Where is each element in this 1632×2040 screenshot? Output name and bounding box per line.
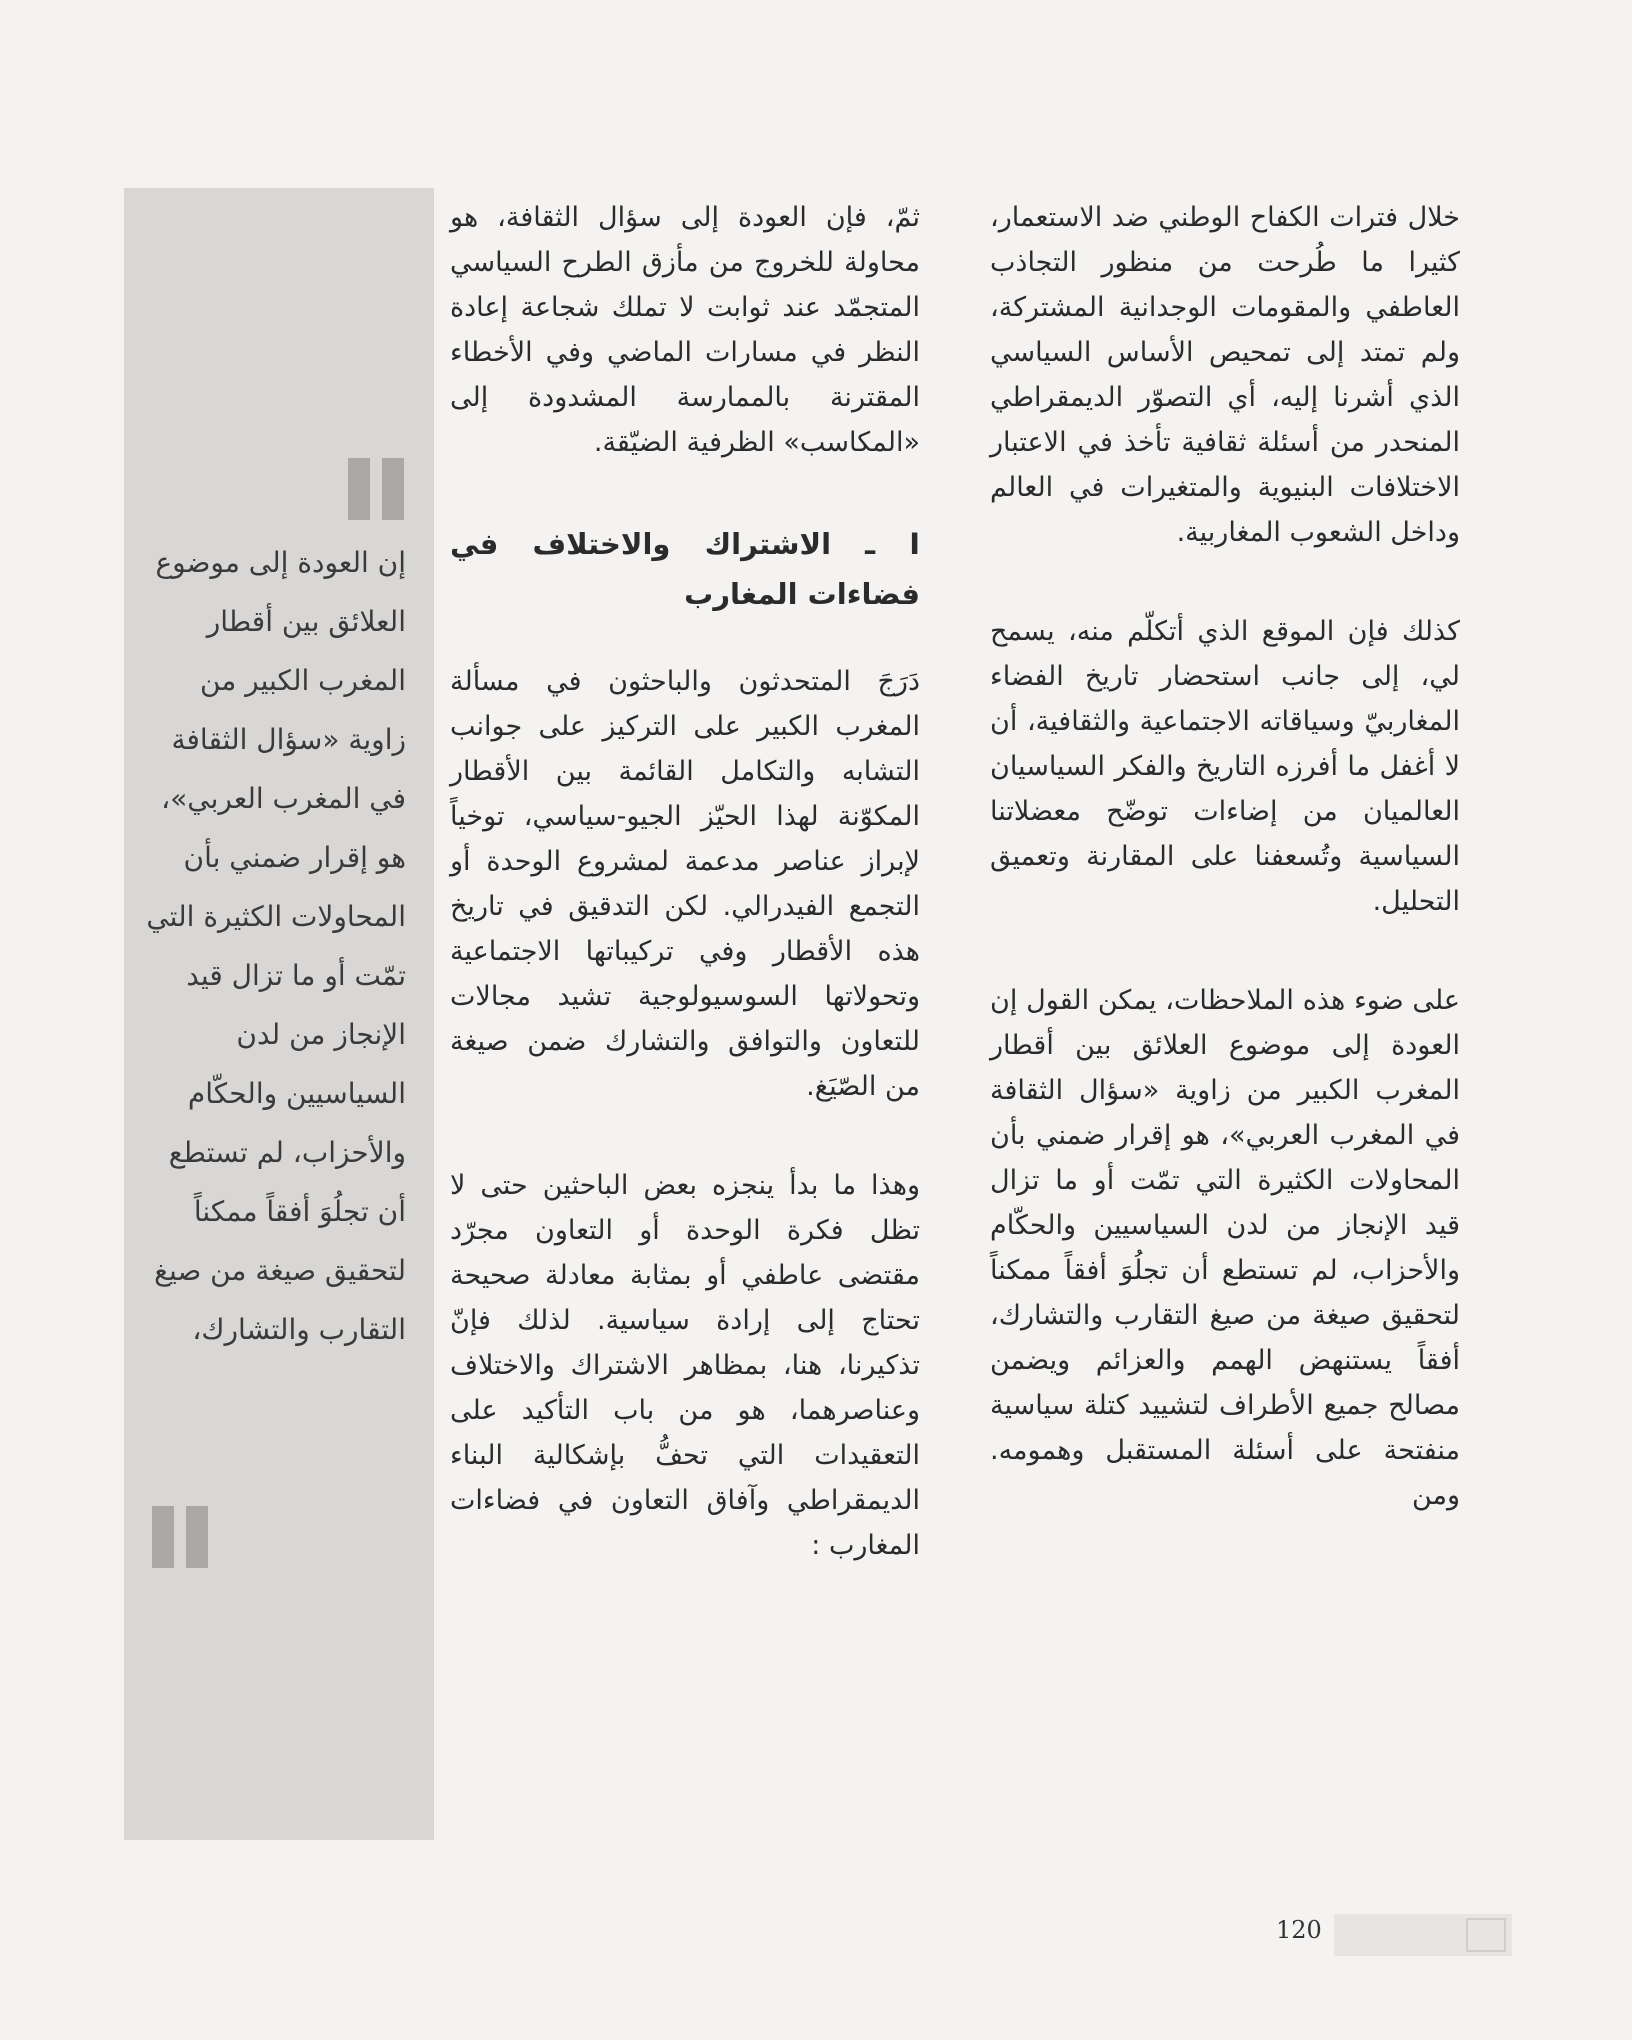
body-paragraph: دَرَجَ المتحدثون والباحثون في مسألة المغرب الكبير على التركيز على جوانب التشابه والتكامل القائمة بين الأقطار المكوّنة لهذا الحيّز الجيو-سياسي، توخياً لإبراز عناصر مدعمة لمشروع الوحدة أو التجمع الفيدرالي. لكن التدقيق في تاريخ هذه الأقطار وفي تركيباتها الاجتماعية وتحولاتها السوسيولوجية تشيد مجالات للتعاون والتوافق والتشارك ضمن صيغة من الصّيَغ. (450, 666, 920, 1102)
opening-quote-icon (348, 458, 404, 520)
page-number: 120 (1276, 1916, 1322, 1944)
middle-text-column (450, 195, 920, 1622)
pullquote-text: إن العودة إلى موضوع العلائق بين أقطار المغرب الكبير من زاوية «سؤال الثقافة في المغرب العربي»، هو إقرار ضمني بأن المحاولات الكثيرة التي تمّت أو ما تزال قيد الإنجاز من لدن السياسيين والحكّام والأحزاب، لم تستطع أن تجلُوَ أفقاً ممكناً لتحقيق صيغة من صيغ التقارب والتشارك، (146, 546, 406, 1346)
body-paragraph: على ضوء هذه الملاحظات، يمكن القول إن العودة إلى موضوع العلائق بين أقطار المغرب الكبير من زاوية «سؤال الثقافة في المغرب العربي»، هو إقرار ضمني بأن المحاولات الكثيرة التي تمّت أو ما تزال قيد الإنجاز من لدن السياسيين والحكّام والأحزاب، لم تستطع أن تجلُوَ أفقاً ممكناً لتحقيق صيغة من صيغ التقارب والتشارك، أفقاً يستنهض الهمم والعزائم ويضمن مصالح جميع الأطراف لتشييد كتلة سياسية منفتحة على أسئلة المستقبل وهمومه. ومن (990, 985, 1460, 1511)
magazine-logo-icon (1334, 1914, 1512, 1956)
closing-quote-icon (152, 1506, 208, 1568)
body-paragraph: كذلك فإن الموقع الذي أتكلّم منه، يسمح لي، إلى جانب استحضار تاريخ الفضاء المغاربيّ وسياقاته الاجتماعية والثقافية، أن لا أغفل ما أفرزه التاريخ والفكر السياسيان العالميان من إضاءات توضّح معضلاتنا السياسية وتُسعفنا على المقارنة وتعميق التحليل. (990, 616, 1460, 917)
body-paragraph: ثمّ، فإن العودة إلى سؤال الثقافة، هو محاولة للخروج من مأزق الطرح السياسي المتجمّد عند ثوابت لا تملك شجاعة إعادة النظر في مسارات الماضي وفي الأخطاء المقترنة بالممارسة المشدودة إلى «المكاسب» الظرفية الضيّقة. (450, 202, 920, 458)
body-paragraph: وهذا ما بدأ ينجزه بعض الباحثين حتى لا تظل فكرة الوحدة أو التعاون مجرّد مقتضى عاطفي أو بمثابة معادلة صحيحة تحتاج إلى إرادة سياسية. لذلك فإنّ تذكيرنا، هنا، بمظاهر الاشتراك والاختلاف وعناصرهما، هو من باب التأكيد على التعقيدات التي تحفُّ بإشكالية البناء الديمقراطي وآفاق التعاون في فضاءات المغارب : (450, 1170, 920, 1561)
right-text-column (990, 195, 1460, 1572)
body-paragraph: خلال فترات الكفاح الوطني ضد الاستعمار، كثيرا ما طُرحت من منظور التجاذب العاطفي والمقومات الوجدانية المشتركة، ولم تمتد إلى تمحيص الأساس السياسي الذي أشرنا إليه، أي التصوّر الديمقراطي المنحدر من أسئلة ثقافية تأخذ في الاعتبار الاختلافات البنيوية والمتغيرات في العالم وداخل الشعوب المغاربية. (990, 202, 1460, 548)
pullquote-sidebar (124, 188, 434, 1840)
section-heading: I ـ الاشتراك والاختلاف في فضاءات المغارب (450, 527, 920, 611)
